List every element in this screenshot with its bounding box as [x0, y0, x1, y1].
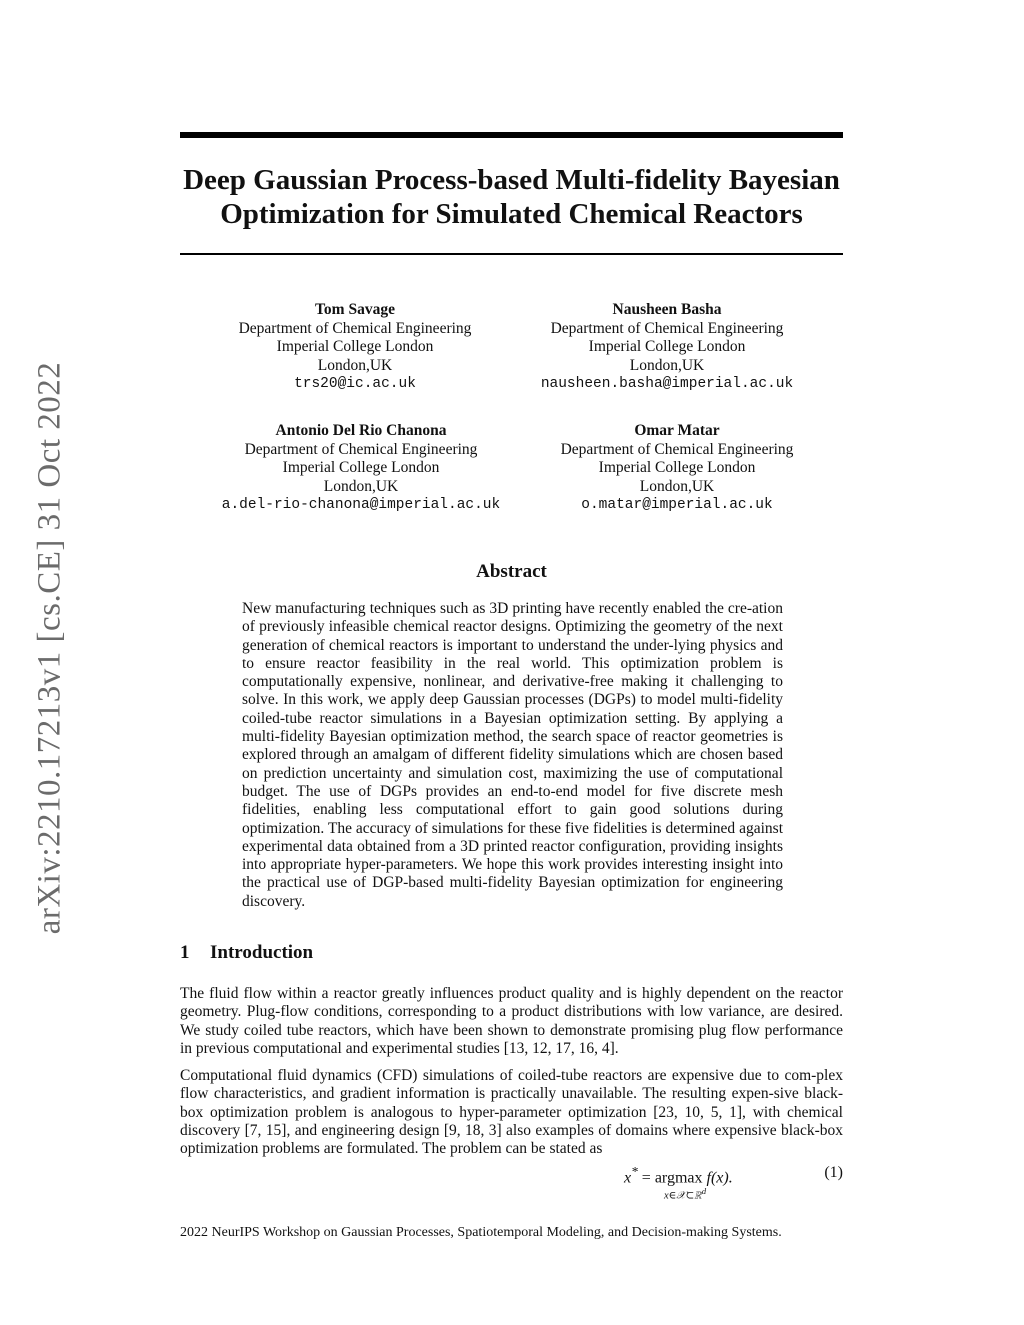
- equation-rhs: f(x).: [706, 1169, 733, 1187]
- author-location: London,UK: [639, 477, 715, 495]
- author-name: Nausheen Basha: [612, 301, 722, 318]
- author-name: Omar Matar: [634, 422, 720, 439]
- author-institution: Imperial College London: [598, 459, 756, 476]
- equation-operator: argmax: [654, 1169, 703, 1187]
- section-number: 1: [180, 942, 190, 963]
- author-department: Department of Chemical Engineering: [238, 319, 472, 337]
- paper-title: Deep Gaussian Process-based Multi-fidelity Bayesian Optimization for Simulated Chemical Reactors: [183, 164, 840, 230]
- title-top-rule: [180, 132, 843, 138]
- equation-body: x* = argmax f(x).: [624, 1164, 733, 1187]
- author-email: trs20@ic.ac.uk: [294, 376, 416, 392]
- body-paragraph: The fluid flow within a reactor greatly influences product quality and is highly dependent on the reactor geometry. Plug-flow conditions, corresponding to a product distributions with low variance, are desired. We study coiled tube reactors, which have been shown to demonstrate promising plug flow performance in previous computational and experimental studies [13, 12, 17, 16, 4].: [180, 985, 843, 1057]
- equation-lhs-superscript: *: [631, 1164, 638, 1179]
- abstract-text: New manufacturing techniques such as 3D printing have recently enabled the cre-ation of previously infeasible chemical reactor designs. Optimizing the geometry of the next generation of chemical reactors is important to understand the under-lying physics and to ensure reactor feasibility in the real world. This optimization problem is computationally expensive, nonlinear, and derivative-free making it challenging to solve. In this work, we apply deep Gaussian processes (DGPs) to model multi-fidelity coiled-tube reactor simulations in a Bayesian optimization setting. By applying a multi-fidelity Bayesian optimization method, the search space of reactor geometries is explored through an amalgam of different fidelity simulations which are chosen based on prediction uncertainty and simulation cost, maximizing the use of computational budget. The use of DGPs provides an end-to-end model for five discrete mesh fidelities, enabling less computational effort to gain good solutions during optimization. The accuracy of simulations for these five fidelities is determined against experimental data obtained from a 3D printed reactor configuration, providing insights into appropriate hyper-parameters. We hope this work provides interesting insight into the practical use of DGP-based multi-fidelity Bayesian optimization for engineering discovery.: [242, 600, 783, 910]
- section-heading: [180, 942, 313, 964]
- equation-number: (1): [824, 1164, 843, 1181]
- author-institution: Imperial College London: [588, 338, 746, 355]
- title-bottom-rule: [180, 253, 843, 255]
- footer-note: 2022 NeurIPS Workshop on Gaussian Processes, Spatiotemporal Modeling, and Decision-making Systems.: [180, 1225, 782, 1240]
- equation-subscript: x∈𝒳⊂ℝ$^d$: [664, 1186, 707, 1202]
- equation-subscript-superscript: d: [701, 1186, 707, 1196]
- equation-lhs: x: [624, 1169, 632, 1187]
- author-name: Antonio Del Rio Chanona: [275, 422, 447, 439]
- author-block: [191, 422, 531, 515]
- author-department: Department of Chemical Engineering: [550, 319, 784, 337]
- author-email: a.del-rio-chanona@imperial.ac.uk: [221, 497, 501, 513]
- section-title: Introduction: [210, 942, 314, 963]
- author-location: London,UK: [629, 356, 705, 374]
- abstract-heading: Abstract: [476, 561, 547, 582]
- body-paragraph: Computational fluid dynamics (CFD) simulations of coiled-tube reactors are expensive due to com-plex flow characteristics, and gradient information is practically unavailable. The resulting expen-sive black-box optimization problem is analogous to hyper-parameter optimization [23, 10, 5, 1], with chemical discovery [7, 15], and engineering design [9, 18, 3] also examples of domains where expensive black-box optimization problems are formulated. The problem can be stated as: [180, 1067, 843, 1158]
- author-block: [205, 301, 505, 394]
- author-institution: Imperial College London: [282, 459, 440, 476]
- author-block: [527, 422, 827, 515]
- author-department: Department of Chemical Engineering: [560, 440, 794, 458]
- author-location: London,UK: [317, 356, 393, 374]
- arxiv-identifier: arXiv:2210.17213v1 [cs.CE] 31 Oct 2022: [31, 361, 68, 935]
- author-email: o.matar@imperial.ac.uk: [581, 497, 773, 513]
- author-block: [517, 301, 817, 394]
- author-location: London,UK: [323, 477, 399, 495]
- author-name: Tom Savage: [315, 301, 395, 318]
- author-department: Department of Chemical Engineering: [244, 440, 478, 458]
- author-email: nausheen.basha@imperial.ac.uk: [540, 376, 794, 392]
- equation: [180, 1164, 843, 1204]
- author-institution: Imperial College London: [276, 338, 434, 355]
